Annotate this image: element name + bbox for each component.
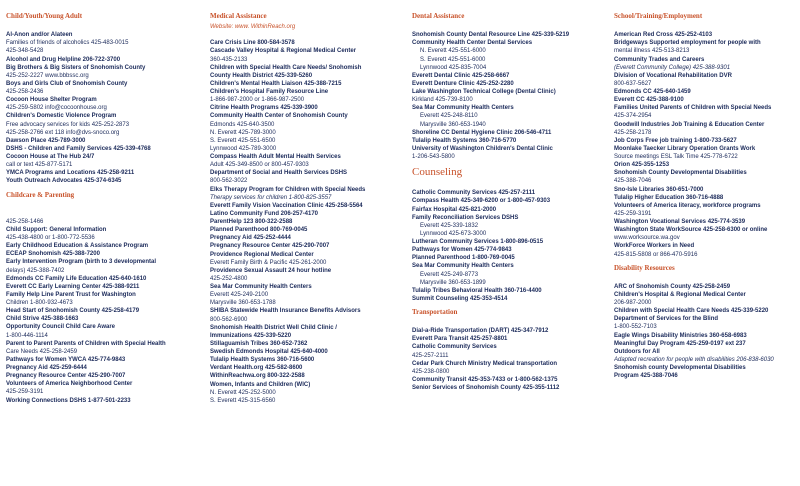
resource-detail: Lynnwood 425-835-7004 [420,64,487,71]
resource-name: Child Support: General Information [6,226,107,233]
resource-name: Volunteers of America literacy, workforce programs [614,202,761,209]
resource-name: Children's Mental Health Liaison 425-388-7215 [210,80,342,87]
resource-detail: 425-815-5808 or 866-470-5916 [614,251,698,258]
resource-name: ARC of Snohomish County 425-258-2459 [614,283,731,290]
resource-name: Community Health Center of Snohomish County [210,113,348,120]
resource-name: Tulalip Health Systems 360-716-5600 [210,357,315,364]
resource-detail: mental illness 425-513-8213 [614,48,690,55]
resource-detail: 425-348-5428 [6,48,44,55]
resource-name: Immunizations 425-339-5220 [210,332,292,339]
resource-name: Pathways for Women YWCA 425-774-9843 [6,356,126,363]
resource-name: Pregnancy Resource Center 425-290-7007 [210,243,330,250]
resource-name: Community Transit 425-353-7433 or 1-800-562-1375 [412,376,558,383]
resource-name: Al-Anon and/or Alateen [6,32,73,39]
resource-name: Edmonds CC 425-640-1459 [614,89,691,95]
resource-detail: 425-438-4800 or 1-800-772-5536 [6,235,95,241]
resource-name: Snohomish County Developmental Disabilities [614,170,747,177]
resource-name: Alcohol and Drug Helpline 206-722-3700 [6,56,121,63]
resource-name: Providence Regional Medical Center [210,251,314,258]
resource-name: Early Childhood Education & Assistance Program [6,243,149,250]
resource-detail: Lynnwood 425-673-3000 [420,230,487,237]
resource-detail: S. Everett 425-551-6500 [210,137,276,144]
resource-name: Boys and Girls Club of Snohomish County [6,80,128,87]
resource-name: American Red Cross 425-252-4103 [614,32,713,39]
resource-detail: Free advocacy services for kids 425-252-2873 [6,121,130,128]
resource-name: Dawson Place 425-789-3000 [6,137,86,144]
resource-name: ParentHelp 123 800-322-2588 [210,219,293,225]
resource-detail: Marysville 360-653-1940 [420,121,486,128]
resource-detail: 800-562-3022 [210,178,248,185]
resource-detail: 425-252-2227 www.bbbssc.org [6,72,89,79]
directory-section [412,308,608,392]
resource-detail: Website: www. WithinReach.org [210,24,296,30]
resource-name: Lake Washington Technical College (Dental Clinic) [412,89,556,95]
directory-section [614,264,796,381]
resource-detail: 800-562-6900 [210,316,248,323]
resource-detail [210,31,406,39]
resource-name: DSHS - Children and Family Services 425-339-4768 [6,145,151,152]
resource-name: Lutheran Community Services 1-800-896-0515 [412,239,544,245]
resource-name: YMCA Programs and Locations 425-258-9211 [6,170,135,177]
resource-name: Pregnancy Aid 425-259-6444 [6,365,87,371]
resource-name: Sea Mar Community Health Centers [412,105,514,112]
resource-name: Children's Domestic Violence Program [6,113,117,120]
resource-detail: 1-800-446-1114 [6,332,48,339]
resource-detail [6,202,202,210]
directory-section [6,12,202,186]
resource-detail: Marysville 360-653-1788 [210,300,276,307]
resource-name: Goodwill Industries Job Training & Education Center [614,121,765,128]
resource-detail: N. Everett 425-252-5000 [210,389,276,396]
resource-detail: Adult 425-349-8500 or 800-457-9303 [210,162,309,169]
resource-name: Washington Vocational Services 425-774-3539 [614,219,746,225]
resource-detail: 1-800-552-7103 [614,324,657,331]
resource-name: Everett CC Early Learning Center 425-388-9211 [6,283,140,290]
resource-name: Children with Special Health Care Needs/ Snohomish [210,64,362,71]
resource-name: WithinReachwa.org 800-322-2588 [210,373,305,380]
section-heading: Childcare & Parenting [6,190,75,199]
resource-name: Senior Services of Snohomish County 425-355-1112 [412,385,560,391]
resource-name: Tulalip Tribes Behavioral Health 360-716-4400 [412,287,542,294]
resource-detail: 425-258-2178 [614,129,652,136]
directory-column-1 [6,12,202,405]
resource-detail: Care Needs 425-258-2459 [6,348,78,355]
resource-name: Moonlake Taecker Library Operation Grants Work [614,145,756,152]
directory-column-3 [412,12,608,392]
resource-detail: 425-259-5802 info@cocoonhouse.org [6,105,107,112]
resource-name: Summit Counseling 425-353-4514 [412,295,508,302]
resource-detail: www.worksource.wa.gov [614,235,680,242]
resource-name: Everett Denture Clinic 425-252-2280 [412,80,514,87]
section-heading: Counseling [412,166,463,179]
resource-name: Dial-a-Ride Transportation (DART) 425-347-7912 [412,328,549,335]
resource-detail: Everett Family Birth & Pacific 425-261-2000 [210,259,327,266]
resource-detail: Edmonds 425-640-3500 [210,121,275,128]
resource-name: University of Washington Children's Dental Clinic [412,145,553,152]
section-heading: Child/Youth/Young Adult [6,12,83,20]
resource-name: SHIBA Statewide Health Insurance Benefits Advisors [210,308,361,315]
resource-name: Sea Mar Community Health Centers [412,263,514,270]
resource-detail: Everett 425-249-2100 [210,292,269,299]
resource-name: Washington State WorkSource 425-258-6300 or online [614,227,768,234]
resource-detail: 425-259-3191 [614,210,652,217]
resource-name: Sno-Isle Libraries 360-651-7000 [614,186,704,193]
resource-detail: Therapy services for children 1-800-825-3557 [210,194,332,201]
resource-name: Program 425-388-7046 [614,373,678,380]
resource-name: County Health District 425-339-5260 [210,72,313,79]
resource-name: Everett Dental Clinic 425-258-6667 [412,72,510,79]
resource-detail: Kirkland 425-739-8100 [412,97,473,104]
resource-name: Citrine Health Programs 425-339-3900 [210,105,318,112]
directory-section [6,191,202,405]
resource-name: Early Intervention Program (birth to 3 developmental [6,259,157,266]
resource-name: Tulalip Higher Education 360-716-4888 [614,194,724,201]
resource-detail [614,23,796,31]
resource-name: Care Crisis Line 800-584-3578 [210,40,295,47]
resource-name: Eagle Wings Disability Ministries 360-658-6983 [614,332,747,339]
resource-name: Family Reconciliation Services DSHS [412,214,519,221]
resource-detail: Everett 425-339-1832 [420,222,479,229]
resource-name: Cocoon House at The Hub 24/7 [6,154,95,160]
directory-section [210,12,406,405]
section-heading: Disability Resources [614,263,675,272]
resource-name: Catholic Community Services [412,344,497,351]
resource-name: Edmonds CC Family Life Education 425-640-1610 [6,275,147,282]
resource-detail [614,275,796,283]
resource-name: Pregnancy Aid 425-252-4444 [210,235,291,242]
resource-detail [6,23,202,31]
resource-detail: Everett 425-249-8773 [420,271,479,278]
resource-detail: 800-637-5627 [614,80,652,87]
resource-detail: Source meetings ESL Talk Time 425-778-6722 [614,154,738,160]
resource-detail: 1-866-987-2000 or 1-866-987-2500 [210,97,305,104]
resource-detail [412,23,608,31]
resource-detail: Everett 425-248-8110 [420,113,478,120]
resource-detail: delays) 425-388-7402 [6,267,65,274]
directory-section [412,12,608,161]
resource-name: Children's Hospital Family Resource Line [210,89,329,95]
resource-detail: 425-252-4800 [210,275,248,282]
resource-name: Division of Vocational Rehabilitation DVR [614,72,732,79]
resource-name: Providence Sexual Assault 24 hour hotline [210,267,332,274]
resource-name: Everett Para Transit 425-257-8801 [412,336,508,343]
resource-name: Children's Hospital & Regional Medical Center [614,291,746,298]
resource-detail: Marysville 360-653-1899 [420,279,486,286]
resource-name: Orion 425-355-1253 [614,162,670,169]
resource-name: Department of Services for the Blind [614,316,719,323]
resource-name: Cocoon House Shelter Program [6,97,97,104]
resource-detail: 425-374-2954 [614,113,652,120]
resource-name: Tulalip Health Systems 360-716-5770 [412,137,517,144]
resource-name: Snohomish County Dental Resource Line 425-339-5219 [412,32,570,39]
section-heading: School/Training/Employment [614,12,703,20]
resource-name: Job Corps Free job training 1-800-733-5627 [614,137,737,144]
resource-name: Department of Social and Health Services DSHS [210,170,348,177]
resource-detail: Children 1-800-932-4673 [6,300,73,306]
resource-name: Snohomish county Developmental Disabilities [614,365,746,371]
resource-detail: 1-206-543-5800 [412,154,455,160]
directory-section [412,166,608,303]
resource-name: Planned Parenthood 800-769-0045 [210,227,308,234]
resource-detail: 360-435-2133 [210,56,248,63]
resource-name: Swedish Edmonds Hospital 425-640-4000 [210,349,328,355]
resource-name: WorkForce Workers in Need [614,243,695,250]
resource-detail: 425-388-7046 [614,178,652,185]
resource-name: Meaningful Day Program 425-259-0197 ext 237 [614,340,746,347]
resource-name: Compass Health 425-349-6200 or 1-800-457-9303 [412,198,551,205]
resource-name: Families United Parents of Children with Special Needs [614,105,772,112]
resource-detail: 206-987-2000 [614,300,652,306]
section-heading: Medical Assistance [210,12,267,20]
resource-detail: 425-257-2111 [412,352,449,359]
resource-detail: N. Everett 425-551-6000 [420,48,486,55]
resource-name: Child Strive 425-388-1663 [6,316,79,323]
resource-name: Cascade Valley Hospital & Regional Medical Center [210,48,357,55]
resource-name: Family Help Line Parent Trust for Washington [6,291,136,298]
resource-name: Pregnancy Resource Center 425-290-7007 [6,373,126,380]
resource-detail: 425-258-1466 [6,218,44,225]
resource-detail: 425-258-2436 [6,89,44,95]
resource-name: Youth Outreach Advocates 425-374-6345 [6,178,122,185]
resource-name: Children with Special Health Care Needs 425-339-5220 [614,308,769,315]
resource-name: Volunteers of America Neighborhood Center [6,381,133,388]
section-heading: Dental Assistance [412,12,465,20]
resource-name: Shoreline CC Dental Hygiene Clinic 206-546-4711 [412,129,552,136]
resource-detail: 425-258-2766 ext 118 info@dvs-snoco.org [6,129,120,136]
resource-detail: Families of friends of alcoholics 425-483-0015 [6,40,129,47]
resource-name: Everett CC 425-388-9100 [614,97,684,104]
resource-name: ECEAP Snohomish 425-388-7200 [6,251,100,258]
resource-name: Head Start of Snohomish County 425-258-4179 [6,308,140,315]
resource-detail [6,210,202,218]
resource-name: Bridgeways Supported employment for people with [614,40,761,47]
resource-name: Community Health Center Dental Services [412,40,533,47]
resource-detail: S. Everett 425-315-6560 [210,397,276,404]
resource-detail [412,319,608,327]
resource-name: Verdant Health.org 425-582-8600 [210,365,303,372]
resource-detail: S. Everett 425-551-6000 [420,56,486,63]
resource-name: Catholic Community Services 425-257-2111 [412,190,536,197]
resource-name: Community Trades and Careers [614,56,705,63]
resource-detail: call or text 425-877-5171 [6,162,73,169]
resource-name: Pathways for Women 425-774-9843 [412,247,512,254]
resource-detail: 425-259-3191 [6,389,44,396]
resource-name: Snohomish Health District Well Child Clinic / [210,324,337,331]
resource-detail: N. Everett 425-789-3000 [210,129,276,136]
resource-name: Everett Family Vision Vaccination Clinic 425-258-5564 [210,202,363,209]
resource-name: Stillaguamish Tribes 360-652-7362 [210,340,308,347]
resource-name: Sea Mar Community Health Centers [210,284,312,290]
resource-name: Planned Parenthood 1-800-769-0045 [412,255,515,262]
directory-section [614,12,796,259]
resource-name: Parent to Parent Parents of Children with Special Health [6,340,166,347]
resource-name: Latino Community Fund 206-257-4170 [210,210,319,217]
resource-name: Working Connections DSHS 1-877-501-2233 [6,397,131,404]
resource-detail [412,181,608,189]
resource-name: Big Brothers & Big Sisters of Snohomish County [6,64,146,71]
resource-detail: (Everett Community College) 425-388-9301 [614,64,731,71]
resource-detail: 425-238-0800 [412,368,450,375]
resource-detail: Lynnwood 425-789-3000 [210,145,277,152]
resource-detail: Adapted recreation for people with disabilities 206-838-6030 [614,356,774,363]
resource-name: Opportunity Council Child Care Aware [6,324,116,331]
resource-name: Compass Health Adult Mental Health Services [210,154,341,160]
resource-name: Elks Therapy Program for Children with Special Needs [210,186,366,193]
resource-name: Fairfax Hospital 425-821-2000 [412,206,497,213]
section-heading: Transportation [412,308,458,316]
resource-name: Outdoors for All [614,348,660,355]
directory-column-2 [210,12,406,405]
directory-column-4 [614,12,796,380]
resource-name: Women, Infants and Children (WIC) [210,381,311,388]
resource-name: Cedar Park Church Ministry Medical transportation [412,360,558,367]
